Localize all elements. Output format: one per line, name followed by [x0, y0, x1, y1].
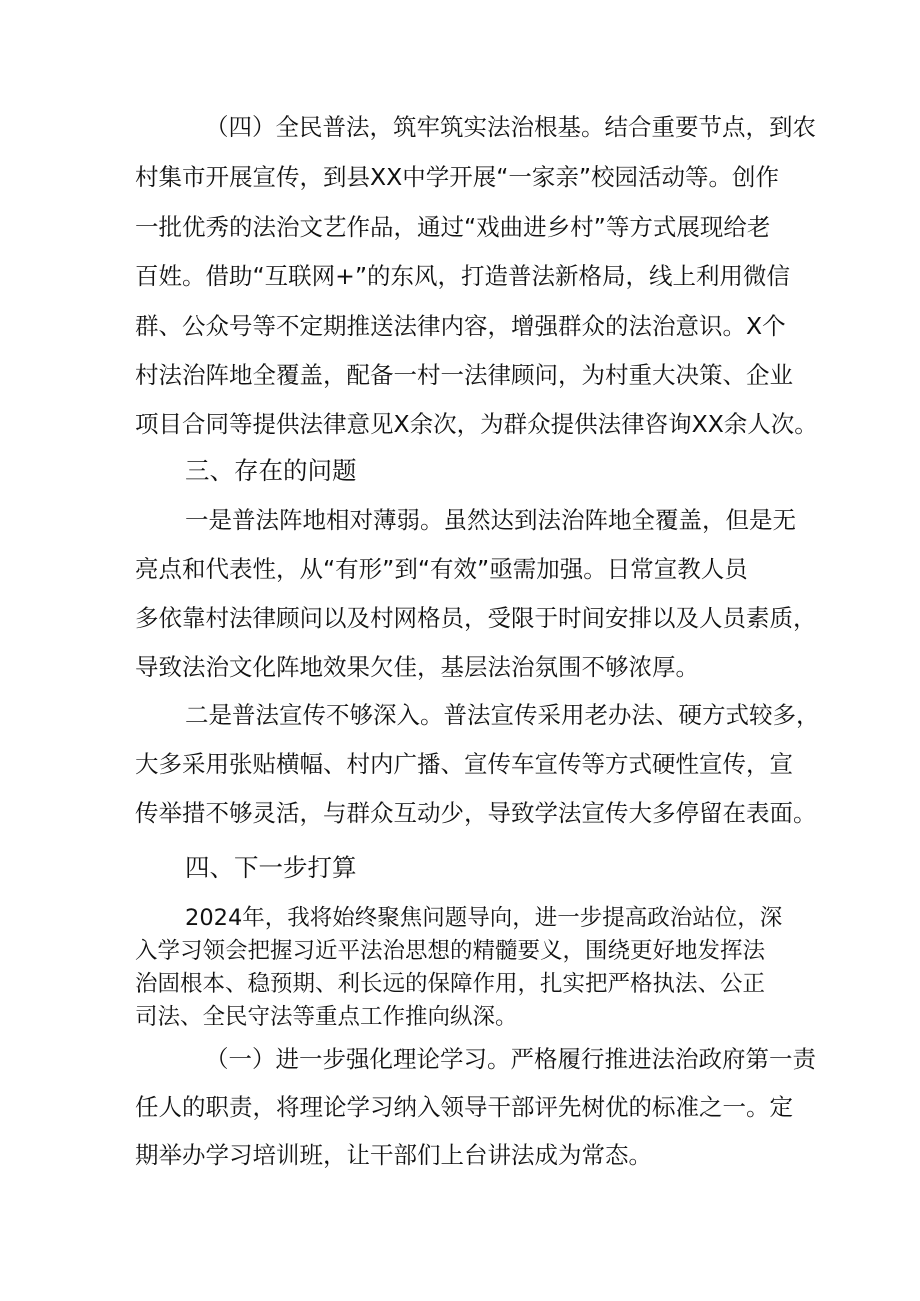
text-line: 治固根本、稳预期、利长远的保障作用，扎实把严格执法、公正 [135, 971, 766, 997]
text-line: 一批优秀的法治文艺作品，通过“戏曲进乡村”等方式展现给老 [135, 213, 771, 241]
text-line: 村集市开展宣传，到县XX中学开展“一家亲”校园活动等。创作 [135, 163, 780, 191]
text-line: 传举措不够灵活，与群众互动少，导致学法宣传大多停留在表面。 [135, 799, 817, 827]
text-line: 百姓。借助“互联网+”的东风，打造普法新格局，线上利用微信 [135, 262, 791, 290]
text-line: 群、公众号等不定期推送法律内容，增强群众的法治意识。X个 [135, 312, 786, 340]
text-line: 村法治阵地全覆盖，配备一村一法律顾问，为村重大决策、企业 [135, 361, 793, 389]
text-line: 亮点和代表性，从“有形”到“有效”亟需加强。日常宣教人员 [135, 555, 748, 583]
text-line: 入学习领会把握习近平法治思想的精髓要义，围绕更好地发挥法 [135, 938, 766, 964]
text-line: 期举办学习培训班，让干部们上台讲法成为常态。 [135, 1141, 652, 1169]
section-heading-problems: 三、存在的问题 [185, 456, 357, 485]
text-line: 大多采用张贴横幅、村内广播、宣传车宣传等方式硬性宣传，宣 [135, 750, 793, 778]
text-line: （四）全民普法，筑牢筑实法治根基。结合重要节点，到农 [205, 113, 816, 141]
text-line: 任人的职责，将理论学习纳入领导干部评先树优的标准之一。定 [135, 1093, 793, 1121]
text-line: （一）进一步强化理论学习。严格履行推进法治政府第一责 [205, 1045, 816, 1073]
text-line: 导致法治文化阵地效果欠佳，基层法治氛围不够浓厚。 [135, 653, 699, 681]
text-line: 项目合同等提供法律意见X余次，为群众提供法律咨询XX余人次。 [135, 410, 818, 438]
text-line: 一是普法阵地相对薄弱。虽然达到法治阵地全覆盖，但是无 [185, 506, 796, 534]
text-line: 2024年，我将始终聚焦问题导向，进一步提高政治站位，深 [185, 905, 783, 931]
text-line: 二是普法宣传不够深入。普法宣传采用老办法、硬方式较多， [185, 701, 820, 729]
text-line: 司法、全民守法等重点工作推向纵深。 [135, 1004, 518, 1030]
text-line: 多依靠村法律顾问以及村网格员，受限于时间安排以及人员素质， [135, 604, 817, 632]
section-heading-next-steps: 四、下一步打算 [185, 853, 357, 882]
